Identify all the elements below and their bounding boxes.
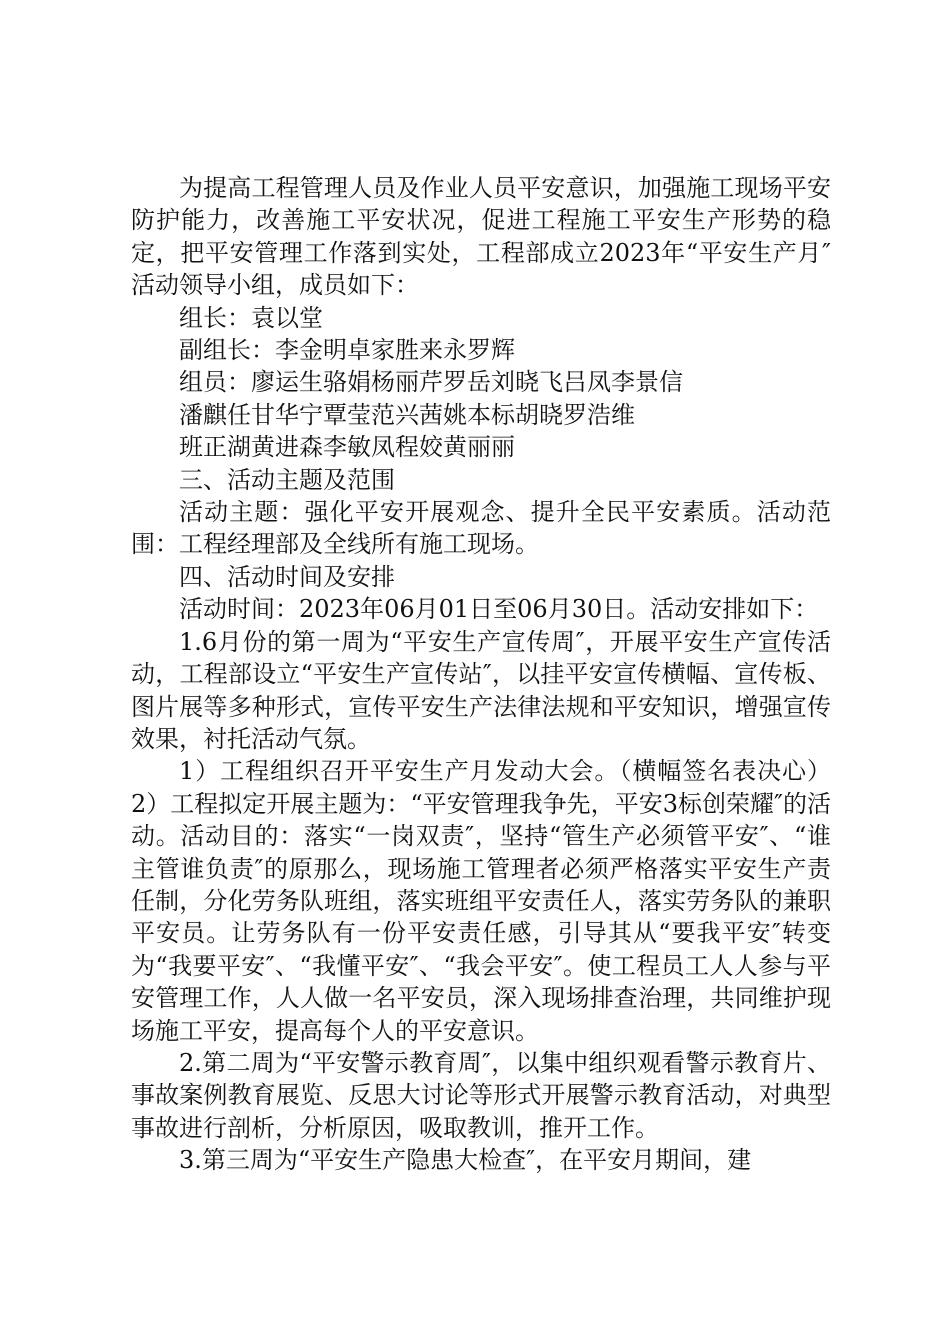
schedule-paragraph: 活动时间：2023年06月01日至06月30日。活动安排如下： [179,595,819,624]
leader-line: 组长：袁以堂 [179,303,323,332]
week-three-paragraph: 3.第三周为“平安生产隐患大检查″，在平安月期间，建 [179,1146,752,1175]
section-heading-theme: 三、活动主题及范围 [179,465,395,494]
deputy-leaders-line: 副组长：李金明卓家胜来永罗辉 [179,336,515,365]
theme-paragraph: 活动主题：强化平安开展观念、提升全民平安素质。活动范围：工程经理部及全线所有施工现场。 [131,498,831,559]
section-heading-schedule: 四、活动时间及安排 [179,562,395,591]
members-line: 组员：廖运生骆娟杨丽芹罗岳刘晓飞吕凤李景信 [179,368,683,397]
week-two-paragraph: 2.第二周为“平安警示教育周″，以集中组织观看警示教育片、事故案例教育展览、反思大讨论等形式开展警示教育活动，对典型事故进行剖析，分析原因，吸取教训，推开工作。 [131,1048,831,1142]
document-body [131,172,831,1177]
week-one-paragraph: 1.6月份的第一周为“平安生产宣传周″，开展平安生产宣传活动，工程部设立“平安生产宣传站″，以挂平安宣传横幅、宣传板、图片展等多种形式，宣传平安生产法律法规和平安知识，增强宣传效果，衬托活动气氛。 [131,627,831,753]
week-one-details-paragraph: 1）工程组织召开平安生产月发动大会。（横幅签名表决心）2）工程拟定开展主题为：“平安管理我争先，平安3标创荣耀″的活动。活动目的：落实“一岗双责″，坚持“管生产必须管平安″、“谁主管谁负责″的原那么，现场施工管理者必须严格落实平安生产责任制，分化劳务队班组，落实班组平安责任人，落实劳务队的兼职平安员。让劳务队有一份平安责任感，引导其从“要我平安″转变为“我要平安″、“我懂平安″、“我会平安″。使工程员工人人参与平安管理工作，人人做一名平安员，深入现场排查治理，共同维护现场施工平安，提高每个人的平安意识。 [131,757,831,1045]
intro-paragraph: 为提高工程管理人员及作业人员平安意识，加强施工现场平安防护能力，改善施工平安状况，促进工程施工平安生产形势的稳定，把平安管理工作落到实处，工程部成立2023年“平安生产月″活动领导小组，成员如下： [131,174,831,300]
members-line-continued-2: 班正湖黄进森李敏凤程姣黄丽丽 [179,433,515,462]
members-line-continued: 潘麒任甘华宁覃莹范兴茜姚本标胡晓罗浩维 [179,400,635,429]
